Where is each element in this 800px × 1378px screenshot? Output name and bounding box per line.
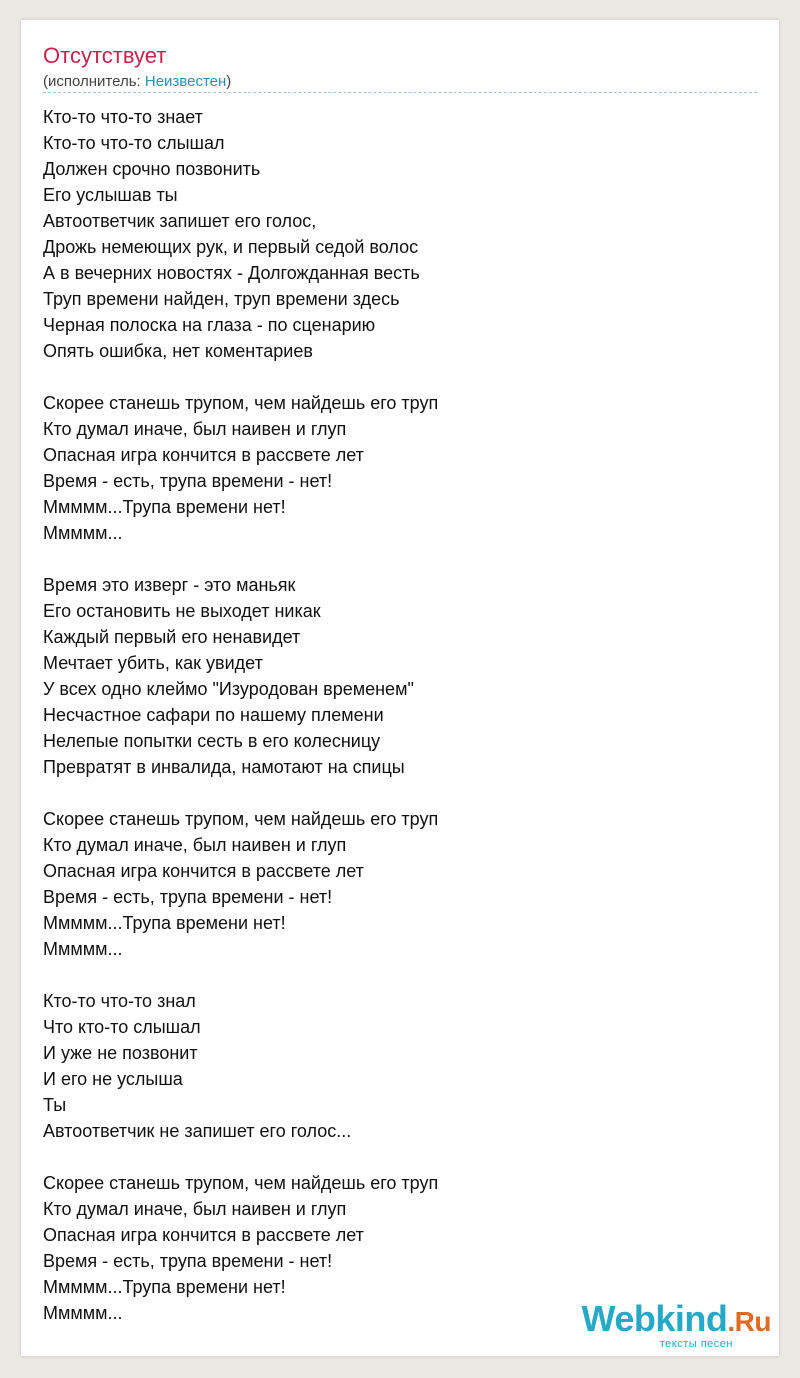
lyric-line: Время - есть, трупа времени - нет! bbox=[43, 887, 333, 907]
lyric-line: Кто-то что-то слышал bbox=[43, 133, 225, 153]
lyric-line: Кто думал иначе, был наивен и глуп bbox=[43, 1199, 347, 1219]
stanza-break bbox=[43, 962, 757, 988]
lyric-line: Время - есть, трупа времени - нет! bbox=[43, 471, 333, 491]
lyric-line: Дрожь немеющих рук, и первый седой волос bbox=[43, 237, 419, 257]
artist-prefix: (исполнитель: bbox=[43, 73, 145, 90]
header-divider bbox=[43, 92, 757, 93]
lyric-line: Мечтает убить, как увидет bbox=[43, 653, 263, 673]
song-title: Отсутствует bbox=[43, 43, 167, 68]
stanza-break bbox=[43, 546, 757, 572]
lyric-line: Опасная игра кончится в рассвете лет bbox=[43, 861, 364, 881]
stanza-break bbox=[43, 364, 757, 390]
lyrics-body bbox=[43, 104, 757, 1326]
stanza-break bbox=[43, 1144, 757, 1170]
lyric-line: Несчастное сафари по нашему племени bbox=[43, 705, 384, 725]
lyric-line: Ммммм... bbox=[43, 523, 123, 543]
lyric-line: Черная полоска на глаза - по сценарию bbox=[43, 315, 376, 335]
lyric-line: Ммммм... bbox=[43, 1303, 123, 1323]
lyric-line: Его остановить не выходет никак bbox=[43, 601, 321, 621]
stanza-break bbox=[43, 780, 757, 806]
lyric-line: Ты bbox=[43, 1095, 67, 1115]
lyric-line: Что кто-то слышал bbox=[43, 1017, 201, 1037]
lyric-line: Ммммм...Трупа времени нет! bbox=[43, 497, 286, 517]
artist-line bbox=[43, 72, 231, 92]
lyric-line: Должен срочно позвонить bbox=[43, 159, 261, 179]
artist-suffix: ) bbox=[226, 73, 232, 90]
lyric-line: А в вечерних новостях - Долгожданная весть bbox=[43, 263, 420, 283]
lyric-line: Автоответчик не запишет его голос... bbox=[43, 1121, 352, 1141]
lyric-line: Превратят в инвалида, намотают на спицы bbox=[43, 757, 405, 777]
lyric-line: Автоответчик запишет его голос, bbox=[43, 211, 317, 231]
lyric-line: Время - есть, трупа времени - нет! bbox=[43, 1251, 333, 1271]
lyric-line: Каждый первый его ненавидет bbox=[43, 627, 301, 647]
lyric-line: У всех одно клеймо "Изуродован временем" bbox=[43, 679, 414, 699]
logo-wordmark bbox=[581, 1298, 771, 1340]
lyric-line: Скорее станешь трупом, чем найдешь его труп bbox=[43, 809, 439, 829]
lyric-line: Опасная игра кончится в рассвете лет bbox=[43, 1225, 364, 1245]
webkind-logo[interactable] bbox=[581, 1298, 771, 1350]
lyric-line: Ммммм... bbox=[43, 939, 123, 959]
lyric-line: Кто думал иначе, был наивен и глуп bbox=[43, 419, 347, 439]
lyric-line: Опасная игра кончится в рассвете лет bbox=[43, 445, 364, 465]
lyric-line: Ммммм...Трупа времени нет! bbox=[43, 1277, 286, 1297]
lyric-line: Труп времени найден, труп времени здесь bbox=[43, 289, 400, 309]
lyric-line: Скорее станешь трупом, чем найдешь его труп bbox=[43, 1173, 439, 1193]
logo-tld: .Ru bbox=[727, 1306, 771, 1337]
lyric-line: Время это изверг - это маньяк bbox=[43, 575, 296, 595]
lyric-line: И его не услыша bbox=[43, 1069, 183, 1089]
logo-main-text: Webkind bbox=[581, 1298, 728, 1339]
lyrics-card bbox=[21, 20, 779, 1356]
logo-tagline: тексты песен bbox=[659, 1338, 733, 1350]
lyric-line: Скорее станешь трупом, чем найдешь его труп bbox=[43, 393, 439, 413]
lyric-line: Кто-то что-то знает bbox=[43, 107, 203, 127]
lyric-line: И уже не позвонит bbox=[43, 1043, 198, 1063]
lyric-line: Нелепые попытки сесть в его колесницу bbox=[43, 731, 381, 751]
lyric-line: Его услышав ты bbox=[43, 185, 178, 205]
lyric-line: Ммммм...Трупа времени нет! bbox=[43, 913, 286, 933]
lyric-line: Кто-то что-то знал bbox=[43, 991, 196, 1011]
artist-link[interactable]: Неизвестен bbox=[144, 73, 227, 90]
lyric-line: Опять ошибка, нет коментариев bbox=[43, 341, 313, 361]
lyric-line: Кто думал иначе, был наивен и глуп bbox=[43, 835, 347, 855]
